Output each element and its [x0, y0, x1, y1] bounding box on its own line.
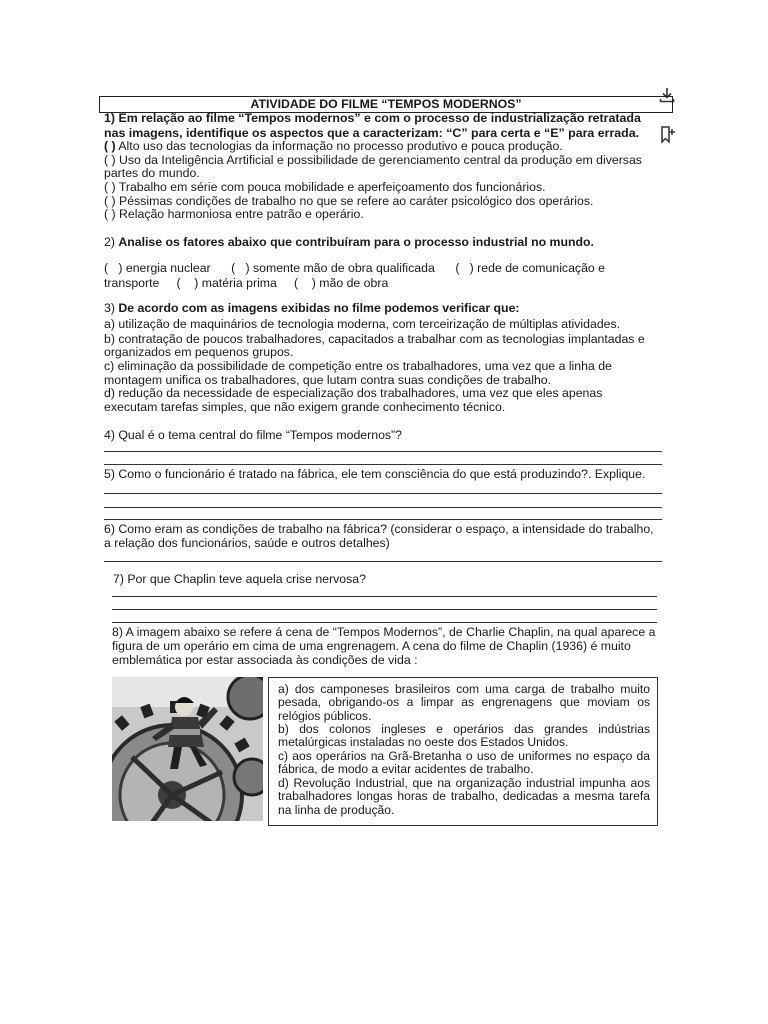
q8-option-c[interactable]: c) aos operários na Grã-Bretanha o uso de uniformes no espaço da fábrica, de modo a evitar acidentes de trabalho.: [278, 749, 650, 777]
answer-line[interactable]: [104, 519, 662, 520]
q3-line: executam tarefas simples, que não exigem grande conhecimento técnico.: [104, 400, 506, 414]
q1-item-5: ( ) Relação harmoniosa entre patrão e operário.: [104, 207, 364, 221]
q3-line: b) contratação de poucos trabalhadores, capacitados a trabalhar com as tecnologias implantadas e: [104, 332, 645, 346]
answer-blank[interactable]: ( ): [104, 153, 116, 167]
q1-line1: 1) Em relação ao filme “Tempos modernos” e com o processo de industrialização retratada: [104, 111, 641, 125]
q1-item-2: ( ) Uso da Inteligência Arrtificial e possibilidade de gerenciamento central da produção em diversas: [104, 153, 642, 167]
page-title: ATIVIDADE DO FILME “TEMPOS MODERNOS”: [250, 97, 522, 111]
q5-question: 5) Como o funcionário é tratado na fábrica, ele tem consciência do que está produzindo?. Explique.: [104, 467, 646, 481]
q6-line2: a relação dos funcionários, saúde e outros detalhes): [104, 536, 390, 550]
answer-blank[interactable]: ( ): [104, 194, 116, 208]
q3-line: d) redução da necessidade de especialização dos trabalhadores, uma vez que eles apenas: [104, 386, 603, 400]
film-scene-image: [112, 677, 263, 821]
q2-options-line2: transporte ( ) matéria prima ( ) mão de obra: [104, 276, 389, 290]
q1-item-4: ( ) Péssimas condições de trabalho no que se refere ao caráter psicológico dos operários.: [104, 194, 594, 208]
q1-item-1: ( ) Alto uso das tecnologias da informação no processo produtivo e pouca produção.: [104, 139, 563, 153]
q3-line: c) eliminação da possibilidade de competição entre os trabalhadores, uma vez que a linha de: [104, 359, 612, 373]
q7-question: 7) Por que Chaplin teve aquela crise nervosa?: [113, 572, 366, 586]
q2-question: 2) Analise os fatores abaixo que contribuíram para o processo industrial no mundo.: [104, 235, 594, 249]
q4-question: 4) Qual é o tema central do filme “Tempos modernos”?: [104, 428, 402, 442]
bookmark-icon[interactable]: [656, 124, 678, 146]
answer-line[interactable]: [112, 622, 657, 623]
answer-line[interactable]: [104, 507, 662, 508]
q8-option-d[interactable]: d) Revolução Industrial, que na organização industrial impunha aos trabalhadores longas horas de trabalho, dedicadas a mesma tarefa na linha de produção.: [278, 776, 650, 817]
q8-line2: figura de um operário em cima de uma engrenagem. A cena do filme de Chaplin (1936) é muito: [112, 639, 631, 653]
answer-line[interactable]: [104, 493, 662, 494]
q1-line2: nas imagens, identifique os aspectos que a caracterizam: “C” para certa e “E” para errada.: [104, 126, 640, 140]
q8-option-b[interactable]: b) dos colonos ingleses e operários das grandes indústrias metalúrgicas instaladas no oeste dos Estados Unidos.: [278, 722, 650, 750]
q1-item-2-cont: partes do mundo.: [104, 166, 200, 180]
answer-blank[interactable]: ( ): [104, 180, 116, 194]
q3-line: a) utilização de maquinários de tecnologia moderna, com terceirização de múltiplas atividades.: [104, 317, 621, 331]
q8-options-box: [268, 677, 658, 826]
answer-blank[interactable]: ( ): [104, 139, 116, 153]
answer-blank[interactable]: ( ): [104, 207, 116, 221]
q1-item-3: ( ) Trabalho em série com pouca mobilidade e aperfeiçoamento dos funcionários.: [104, 180, 546, 194]
q8-line3: emblemática por estar associada às condições de vida :: [112, 653, 418, 667]
q8-line1: 8) A imagem abaixo se refere á cena de “Tempos Modernos”, de Charlie Chaplin, na qual aparece a: [112, 625, 656, 639]
answer-line[interactable]: [112, 609, 657, 610]
answer-line[interactable]: [104, 561, 662, 562]
answer-line[interactable]: [104, 464, 662, 465]
answer-line[interactable]: [104, 451, 662, 452]
answer-line[interactable]: [112, 596, 657, 597]
q6-line1: 6) Como eram as condições de trabalho na fábrica? (considerar o espaço, a intensidade do trabalho,: [104, 522, 654, 536]
q3-question: 3) De acordo com as imagens exibidas no filme podemos verificar que:: [104, 301, 520, 315]
q2-options-line1: ( ) energia nuclear ( ) somente mão de obra qualificada ( ) rede de comunicação e: [104, 261, 606, 275]
q3-line: organizados em pequenos grupos.: [104, 345, 294, 359]
q8-option-a[interactable]: a) dos camponeses brasileiros com uma carga de trabalho muito pesada, obrigando-os a limpar as engrenagens que moviam os relógios públicos.: [278, 682, 650, 723]
q3-line: montagem unifica os trabalhadores, que lutam contra suas condições de trabalho.: [104, 373, 552, 387]
